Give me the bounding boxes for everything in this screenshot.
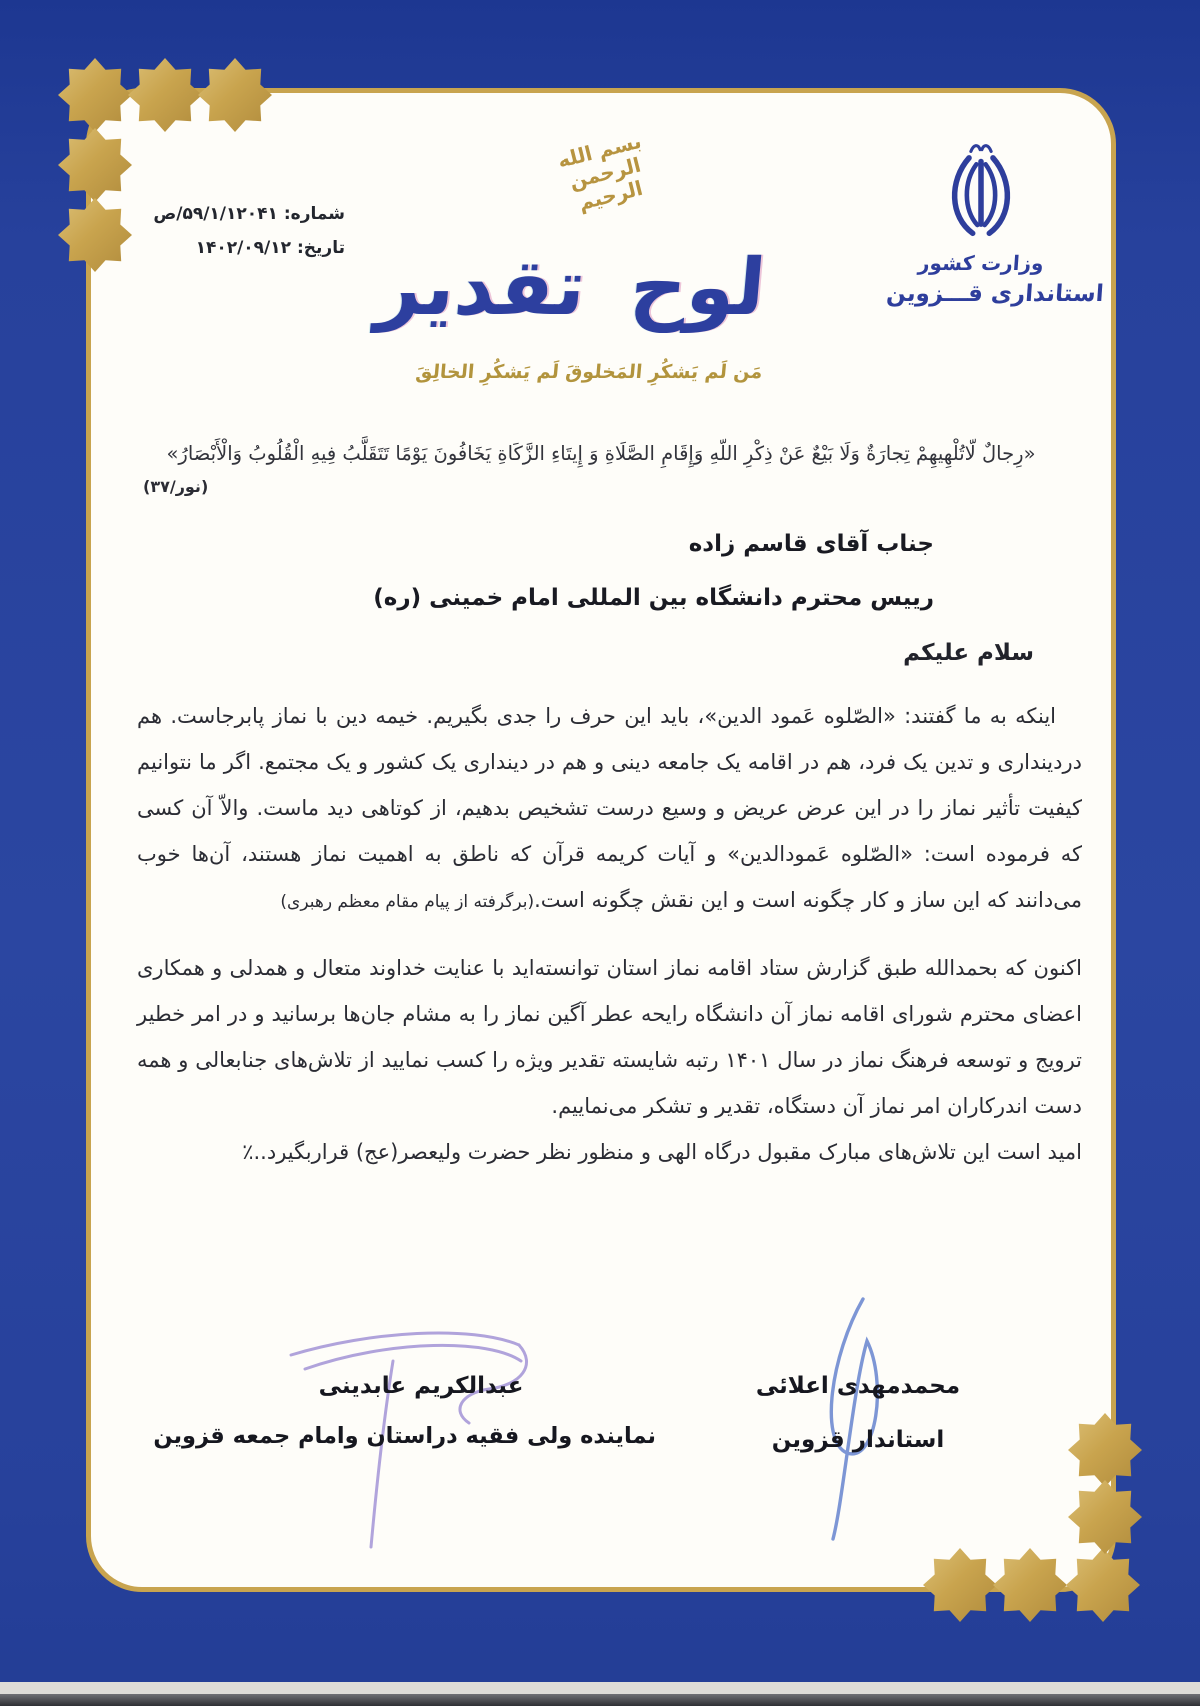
number-value: ۵۹/۱/۱۲۰۴۱/ص: [153, 204, 278, 224]
body-attribution: (برگرفته از پیام مقام معظم رهبری): [280, 892, 535, 912]
signature-left: [153, 1361, 656, 1461]
recipient-block: [373, 517, 934, 625]
star-ornament-icon: [198, 58, 272, 132]
star-ornament-icon: [58, 58, 132, 132]
body-paragraph-1: [137, 693, 1082, 925]
letterhead-number: [135, 197, 345, 231]
quran-verse: «رِجالٌ لّاتُلْهِیهِمْ تِجارَةٌ وَلَا بَیْعٌ عَنْ ذِکْرِ اللّهِ وَإِقَامِ الصَّلَاةِ وَ إِیتَاءِ الزَّکَاةِ یَخَافُونَ یَوْمًا تَتَقَلَّبُ فِیهِ الْقُلُوبُ وَالْأَبْصَارُ»: [166, 442, 1036, 465]
certificate-title: لوح تقدیر: [373, 243, 769, 333]
certificate-card: [86, 88, 1116, 1592]
iran-emblem-icon: [935, 139, 1027, 243]
star-ornament-icon: [993, 1548, 1067, 1622]
verse-reference: (نور/۳۷): [143, 477, 209, 496]
ministry-name: وزارت کشور: [917, 251, 1045, 275]
recipient-name: جناب آقای قاسم زاده: [688, 531, 934, 557]
issuer-block: [859, 139, 1103, 307]
hadith-line: مَن لَم یَشکُرِ المَخلوقَ لَم یَشکُرِ الخالِقَ: [414, 361, 764, 383]
signature-right-title: استاندار قزوین: [771, 1427, 945, 1453]
closing-paragraph: امید است این تلاش‌های مبارک مقبول درگاه الهی و منظور نظر حضرت ولیعصر(عج) قراربگیرد..٪: [242, 1140, 1082, 1164]
signature-left-title: نماینده ولی فقیه دراستان وامام جمعه قزوین: [153, 1423, 656, 1449]
recipient-title: رییس محترم دانشگاه بین المللی امام خمینی (ره): [373, 585, 934, 611]
scan-edge-light: [0, 1682, 1200, 1694]
star-ornament-icon: [1068, 1480, 1142, 1554]
signature-right-name: محمدمهدی اعلائی: [755, 1373, 961, 1399]
star-ornament-icon: [58, 128, 132, 202]
star-ornament-icon: [1066, 1548, 1140, 1622]
scan-edge-dark: [0, 1694, 1200, 1706]
star-ornament-icon: [923, 1548, 997, 1622]
signature-right: [691, 1359, 1025, 1467]
signature-left-name: عبدالکریم عابدینی: [318, 1373, 524, 1399]
star-ornament-icon: [128, 58, 202, 132]
date-label: تاریخ:: [297, 238, 345, 258]
date-value: ۱۴۰۲/۰۹/۱۲: [195, 238, 291, 258]
salutation: سلام علیکم: [903, 640, 1034, 666]
bismillah-text: بسم الله الرحمن الرحیم: [555, 128, 645, 215]
bismillah-medallion: [534, 102, 677, 243]
governorate-name: استانداری قـــزوین: [885, 281, 1105, 307]
body-paragraph-2: اکنون که بحمدالله طبق گزارش ستاد اقامه نماز استان توانسته‌اید با عنایت خداوند متعال و همدلی و همکاری اعضای محترم شورای اقامه نماز آن دانشگاه رایحه عطر آگین نماز را به مشام جان‌ها برسانید و در امر خطیر ترویج و توسعه فرهنگ نماز در سال ۱۴۰۱ رتبه شایسته تقدیر ویژه را کسب نمایید از تلاش‌های جنابعالی و همه دست اندرکاران امر نماز آن دستگاه، تقدیر و تشکر می‌نماییم.: [137, 956, 1082, 1118]
letter-body: [137, 693, 1082, 1175]
paragraph-1-text: اینکه به ما گفتند: «الصّلوه عَمود الدین»، باید این حرف را جدی بگیریم. خیمه دین با نماز پابرجاست. هم دردینداری و تدین یک فرد، هم در اقامه یک جامعه دینی و هم در دینداری یک کشور و یک مجتمع. اگر ما نتوانیم کیفیت تأثیر نماز را در این عرض عریض و وسیع درست تشخیص بدهیم، از کوتاهی دید ماست. والاّ آن کسی که فرموده است: «الصّلوه عَمودالدین» و آیات کریمه قرآن که ناطق به اهمیت نماز هستند، آن‌ها خوب می‌دانند که این ساز و کار چگونه است و این نقش چگونه است.: [137, 704, 1082, 912]
star-ornament-icon: [1068, 1413, 1142, 1487]
star-ornament-icon: [58, 198, 132, 272]
number-label: شماره:: [283, 204, 345, 224]
